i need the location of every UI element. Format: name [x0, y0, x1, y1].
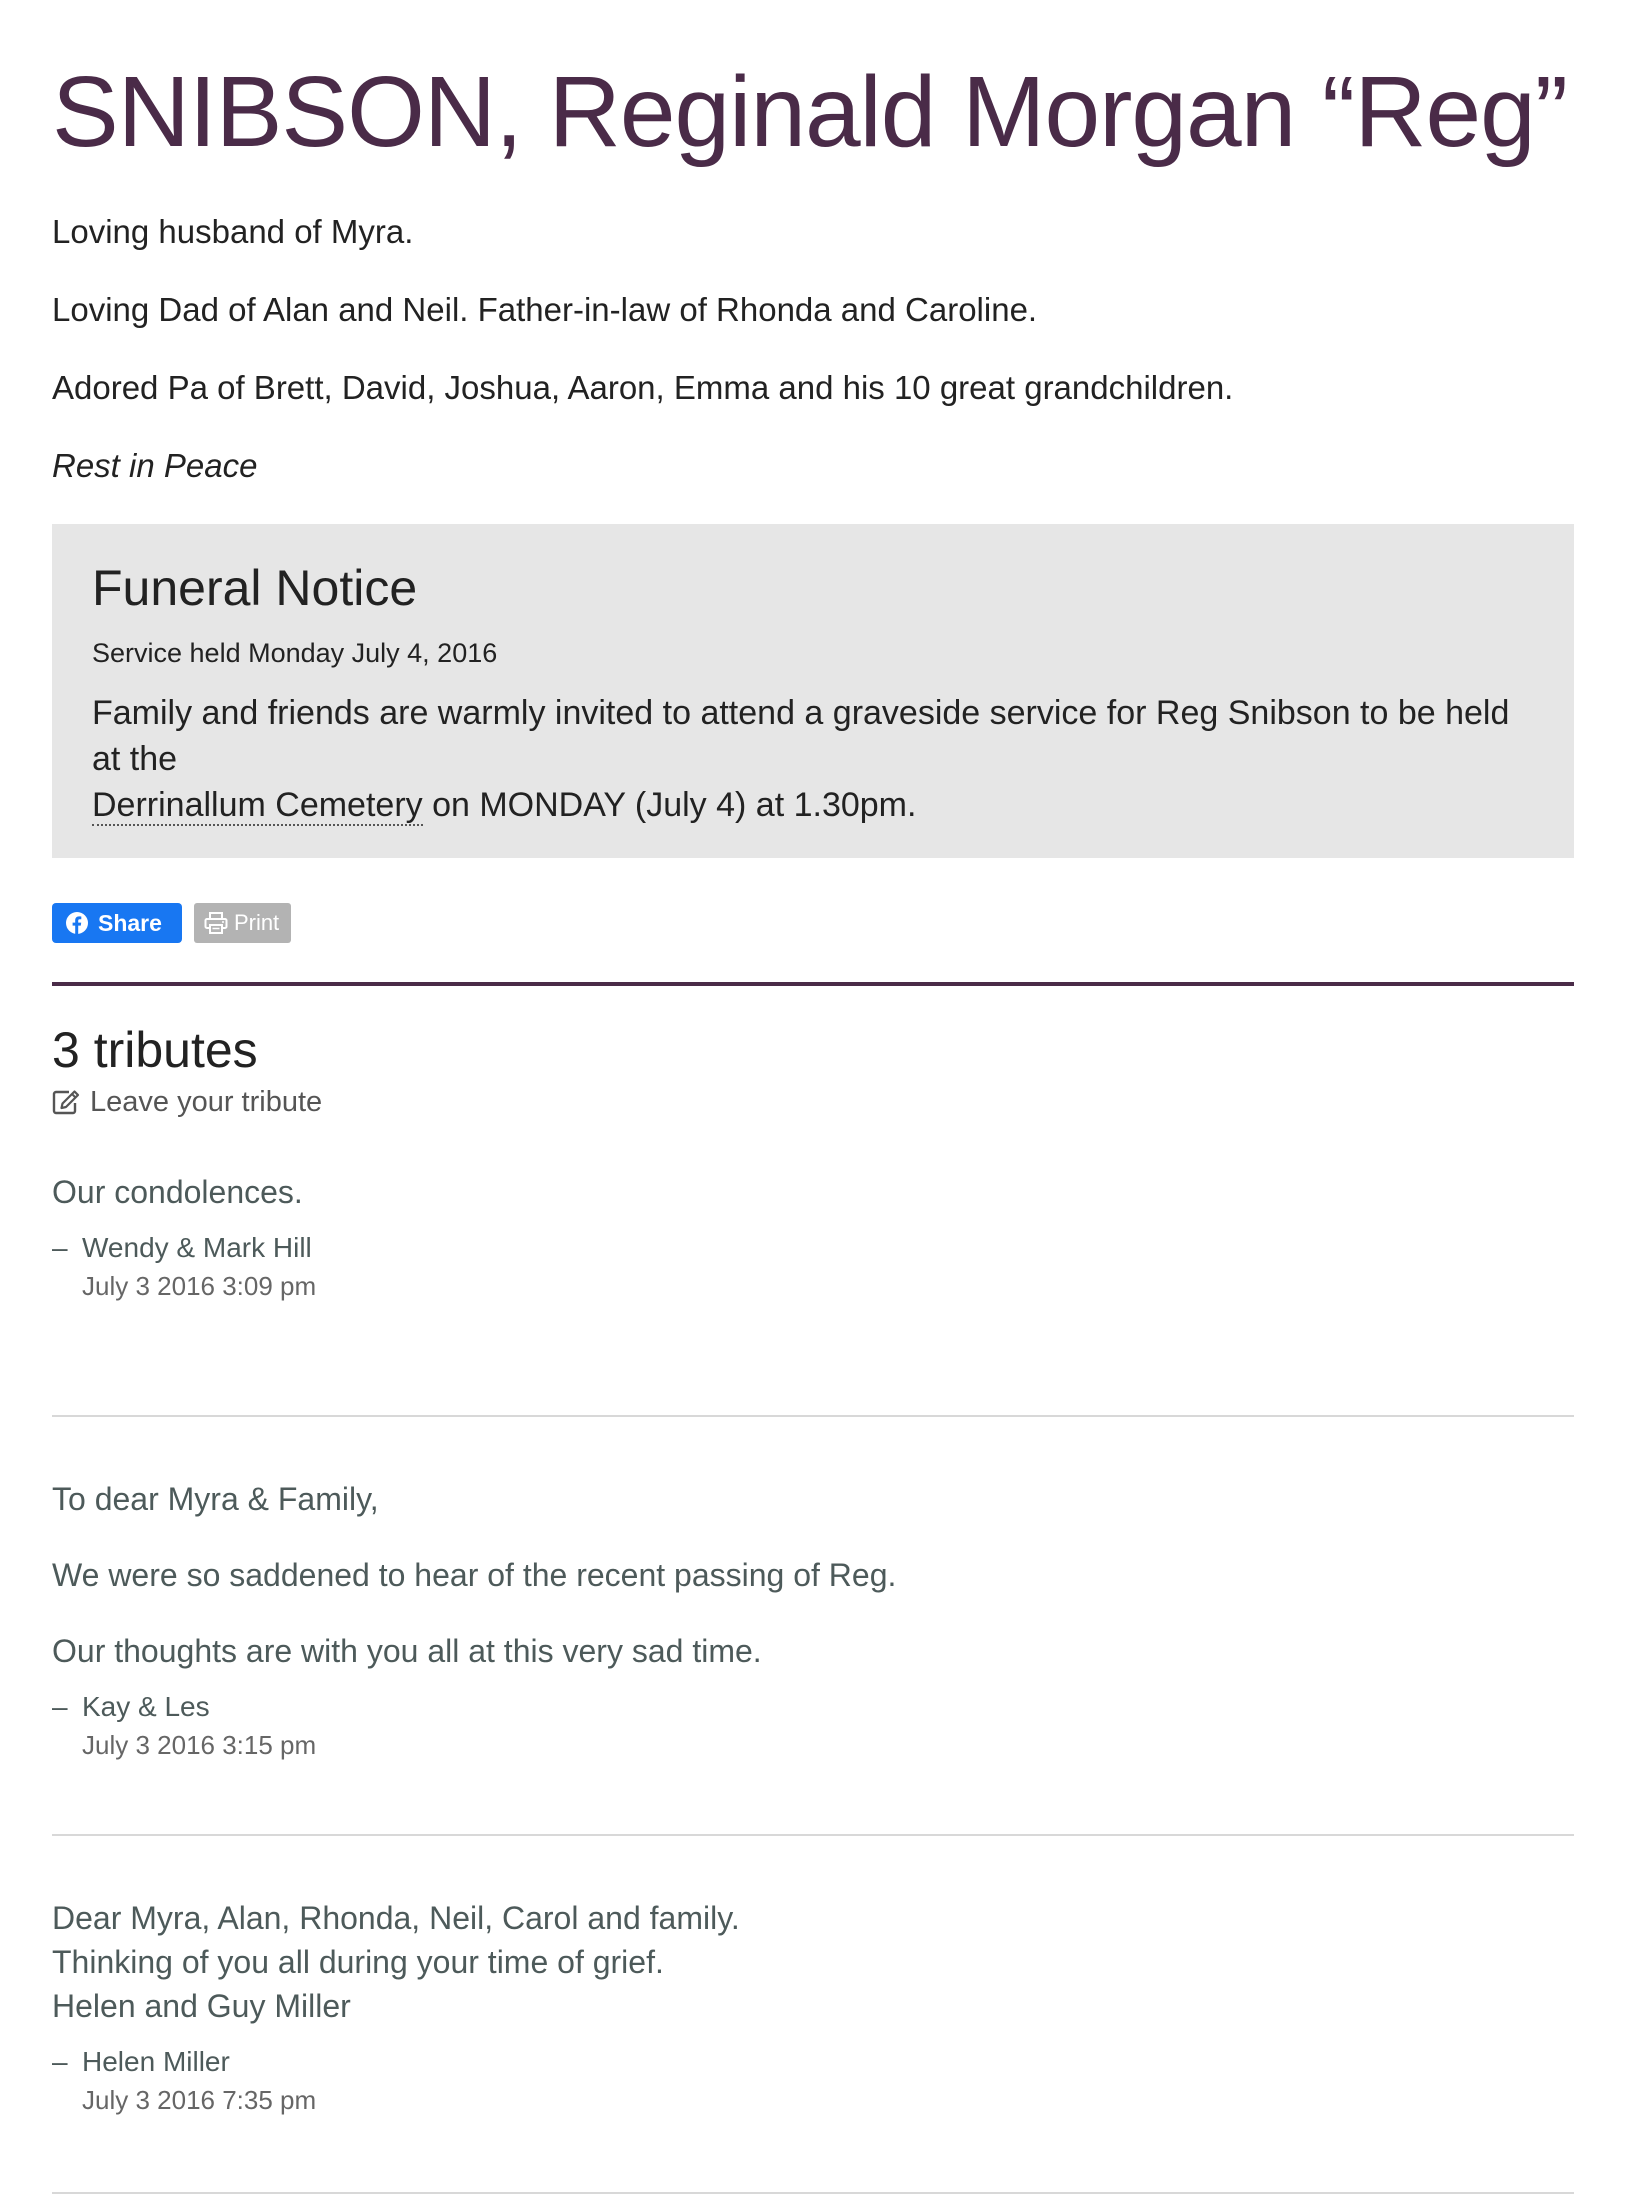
funeral-notice-heading: Funeral Notice [92, 560, 418, 616]
leave-tribute-label: Leave your tribute [90, 1086, 323, 1118]
tribute-item [52, 1836, 1574, 2194]
edit-icon [52, 1089, 80, 1115]
tribute-author-name: Wendy & Mark Hill [82, 1232, 312, 1263]
obituary-paragraph: Loving Dad of Alan and Neil. Father-in-law of Rhonda and Caroline. [52, 291, 1038, 328]
funeral-text-before: Family and friends are warmly invited to attend a graveside service for Reg Snibson to be held at the [92, 694, 1510, 778]
tribute-message: Dear Myra, Alan, Rhonda, Neil, Carol and family. [52, 1900, 740, 1936]
obituary-paragraph: Adored Pa of Brett, David, Joshua, Aaron, Emma and his 10 great grandchildren. [52, 369, 1234, 406]
author-dash: – [52, 1232, 68, 1263]
print-button[interactable] [194, 903, 291, 943]
tribute-author [52, 1687, 1574, 1727]
facebook-share-button[interactable] [52, 903, 182, 943]
printer-icon [204, 912, 228, 934]
tribute-date: July 3 2016 3:15 pm [82, 1730, 317, 1760]
cemetery-link[interactable]: Derrinallum Cemetery [92, 786, 423, 824]
leave-tribute-link[interactable] [52, 1084, 322, 1120]
share-label: Share [98, 909, 162, 936]
service-held-date: Service held Monday July 4, 2016 [92, 638, 498, 668]
author-dash: – [52, 1691, 68, 1722]
tribute-item [52, 1417, 1574, 1836]
section-divider [52, 982, 1574, 986]
tribute-message: Helen and Guy Miller [52, 1988, 351, 2024]
rest-in-peace-text: Rest in Peace [52, 447, 258, 484]
tribute-message: Our condolences. [52, 1174, 303, 1210]
tribute-date: July 3 2016 7:35 pm [82, 2085, 317, 2115]
author-dash: – [52, 2046, 68, 2077]
share-actions [52, 902, 1578, 944]
tributes-count-heading: 3 tributes [52, 1022, 258, 1078]
tribute-item [52, 1170, 1574, 1417]
tributes-list [52, 1170, 1578, 2194]
tribute-author [52, 1228, 1574, 1268]
tribute-author [52, 2042, 1574, 2082]
tribute-author-name: Helen Miller [82, 2046, 230, 2077]
tribute-author-name: Kay & Les [82, 1691, 210, 1722]
tribute-message: We were so saddened to hear of the recent passing of Reg. [52, 1557, 897, 1593]
tribute-message: Thinking of you all during your time of grief. [52, 1944, 664, 1980]
tribute-message: Our thoughts are with you all at this very sad time. [52, 1633, 762, 1669]
funeral-text-after: on MONDAY (July 4) at 1.30pm. [422, 786, 917, 824]
obituary-name: SNIBSON, Reginald Morgan “Reg” [52, 56, 1568, 168]
print-label: Print [233, 910, 280, 935]
facebook-icon [66, 912, 88, 934]
obituary-paragraph: Loving husband of Myra. [52, 213, 414, 250]
funeral-notice-text [92, 690, 1534, 828]
funeral-notice-box [52, 524, 1574, 858]
tribute-date: July 3 2016 3:09 pm [82, 1271, 317, 1301]
tribute-message: To dear Myra & Family, [52, 1481, 379, 1517]
